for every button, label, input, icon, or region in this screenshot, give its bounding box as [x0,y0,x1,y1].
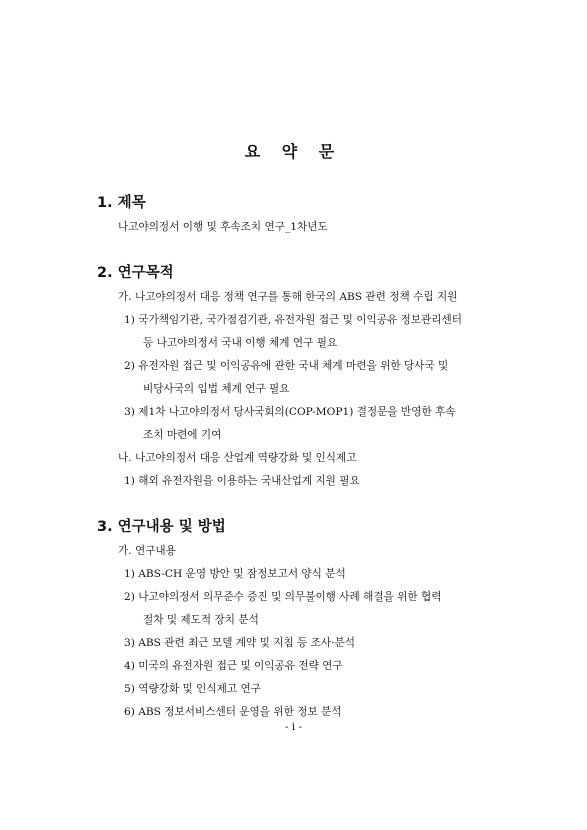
body-line: 가. 나고야의정서 대응 정책 연구를 통해 한국의 ABS 관련 정책 수립 지원 [118,291,458,303]
body-line: 나고야의정서 이행 및 후속조치 연구_1차년도 [118,221,328,233]
body-line: 4) 미국의 유전자원 접근 및 이익공유 전략 연구 [124,660,343,672]
body-line: 1) 국가책임기관, 국가점검기관, 유전자원 접근 및 이익공유 정보관리센터 [124,314,462,326]
body-line: 등 나고야의정서 국내 이행 체계 연구 필요 [143,337,338,349]
body-line: 1) 해외 유전자원을 이용하는 국내산업계 지원 필요 [124,475,360,487]
body-line: 5) 역량강화 및 인식제고 연구 [124,683,261,695]
page-number: - i - [284,721,303,733]
section-heading-content-method: 3. 연구내용 및 방법 [97,519,226,535]
body-line: 3) 제1차 나고야의정서 당사국회의(COP-MOP1) 결정문을 반영한 후속 [124,406,456,418]
page-title: 요 약 문 [244,142,343,161]
body-line: 1) ABS-CH 운영 방안 및 잠정보고서 양식 분석 [124,568,346,580]
body-line: 나. 나고야의정서 대응 산업계 역량강화 및 인식제고 [118,452,357,464]
body-line: 3) ABS 관련 최근 모델 계약 및 지침 등 조사·분석 [124,637,355,649]
body-line: 가. 연구내용 [118,545,176,557]
body-line: 2) 나고야의정서 의무준수 증진 및 의무불이행 사례 해결을 위한 협력 [124,591,442,603]
section-heading-purpose: 2. 연구목적 [97,265,174,281]
body-line: 절차 및 제도적 장치 분석 [143,614,259,626]
section-heading-title: 1. 제목 [97,195,146,211]
body-line: 2) 유전자원 접근 및 이익공유에 관한 국내 체계 마련을 위한 당사국 및 [124,360,449,372]
body-line: 비당사국의 입법 체계 연구 필요 [143,383,290,395]
body-line: 6) ABS 정보서비스센터 운영을 위한 정보 분석 [124,706,342,718]
body-line: 조치 마련에 기여 [143,429,222,441]
